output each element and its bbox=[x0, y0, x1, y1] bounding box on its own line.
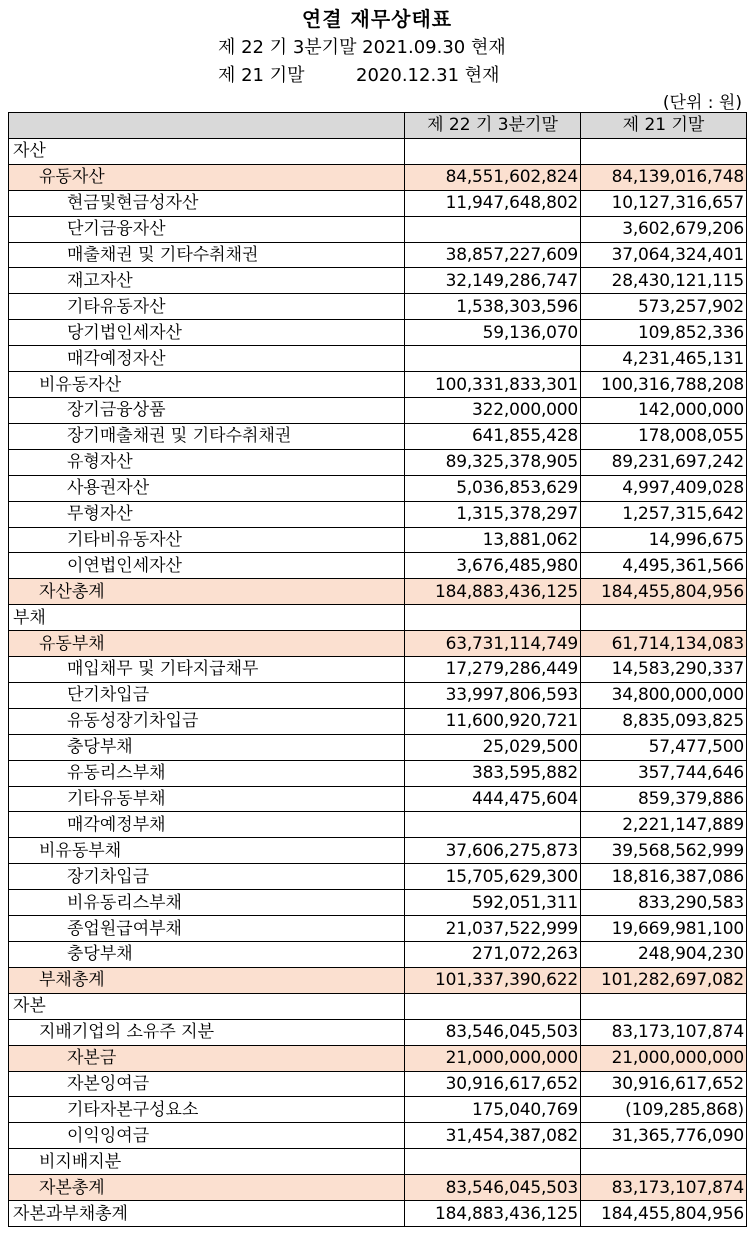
table-row bbox=[9, 372, 747, 398]
prior-period-value: 833,290,583 bbox=[581, 890, 747, 916]
table-row bbox=[9, 1097, 747, 1123]
row-label: 자산 bbox=[9, 138, 405, 164]
row-label: 재고자산 bbox=[9, 268, 405, 294]
row-label: 장기매출채권 및 기타수취채권 bbox=[9, 423, 405, 449]
prior-period-value: 101,282,697,082 bbox=[581, 967, 747, 993]
balance-sheet-table bbox=[8, 112, 747, 1227]
prior-period-value: (109,285,868) bbox=[581, 1097, 747, 1123]
row-label: 자본총계 bbox=[9, 1175, 405, 1201]
prior-period-value: 39,568,562,999 bbox=[581, 838, 747, 864]
current-period-value: 1,315,378,297 bbox=[405, 501, 581, 527]
current-period-value: 101,337,390,622 bbox=[405, 967, 581, 993]
table-row bbox=[9, 553, 747, 579]
row-label: 유동자산 bbox=[9, 164, 405, 190]
prior-period-value: 4,997,409,028 bbox=[581, 475, 747, 501]
current-period-value: 31,454,387,082 bbox=[405, 1123, 581, 1149]
row-label: 충당부채 bbox=[9, 942, 405, 968]
table-row bbox=[9, 786, 747, 812]
prior-period-value: 2,221,147,889 bbox=[581, 812, 747, 838]
current-period-value: 37,606,275,873 bbox=[405, 838, 581, 864]
prior-period-value: 89,231,697,242 bbox=[581, 449, 747, 475]
row-label: 유동리스부채 bbox=[9, 760, 405, 786]
prior-period-value: 84,139,016,748 bbox=[581, 164, 747, 190]
table-row bbox=[9, 1175, 747, 1201]
row-label: 유형자산 bbox=[9, 449, 405, 475]
row-label: 지배기업의 소유주 지분 bbox=[9, 1019, 405, 1045]
current-period-value: 641,855,428 bbox=[405, 423, 581, 449]
table-row bbox=[9, 579, 747, 605]
current-period-value: 63,731,114,749 bbox=[405, 631, 581, 657]
row-label: 자본 bbox=[9, 993, 405, 1019]
table-row bbox=[9, 1019, 747, 1045]
table-row bbox=[9, 708, 747, 734]
table-row bbox=[9, 631, 747, 657]
prior-period-value: 248,904,230 bbox=[581, 942, 747, 968]
prior-period-value: 14,996,675 bbox=[581, 527, 747, 553]
table-row bbox=[9, 993, 747, 1019]
prior-period-value: 57,477,500 bbox=[581, 734, 747, 760]
current-period-value bbox=[405, 605, 581, 631]
current-period-value: 184,883,436,125 bbox=[405, 579, 581, 605]
row-label: 이익잉여금 bbox=[9, 1123, 405, 1149]
table-row bbox=[9, 294, 747, 320]
prior-period-value: 31,365,776,090 bbox=[581, 1123, 747, 1149]
prior-period-value: 100,316,788,208 bbox=[581, 372, 747, 398]
table-row bbox=[9, 916, 747, 942]
prior-period-value: 19,669,981,100 bbox=[581, 916, 747, 942]
current-period-value: 30,916,617,652 bbox=[405, 1071, 581, 1097]
current-period-value bbox=[405, 1149, 581, 1175]
current-period-value: 89,325,378,905 bbox=[405, 449, 581, 475]
table-row bbox=[9, 190, 747, 216]
prior-period-value: 18,816,387,086 bbox=[581, 864, 747, 890]
table-row bbox=[9, 1123, 747, 1149]
current-period-value: 444,475,604 bbox=[405, 786, 581, 812]
header-label-column bbox=[9, 113, 405, 139]
prior-period-value: 859,379,886 bbox=[581, 786, 747, 812]
current-period-value: 184,883,436,125 bbox=[405, 1201, 581, 1227]
table-row bbox=[9, 475, 747, 501]
row-label: 기타비유동자산 bbox=[9, 527, 405, 553]
row-label: 단기차입금 bbox=[9, 682, 405, 708]
row-label: 단기금융자산 bbox=[9, 216, 405, 242]
row-label: 자산총계 bbox=[9, 579, 405, 605]
row-label: 장기차입금 bbox=[9, 864, 405, 890]
row-label: 유동성장기차입금 bbox=[9, 708, 405, 734]
row-label: 이연법인세자산 bbox=[9, 553, 405, 579]
prior-period-value: 573,257,902 bbox=[581, 294, 747, 320]
table-row bbox=[9, 967, 747, 993]
table-row bbox=[9, 346, 747, 372]
current-period-value: 59,136,070 bbox=[405, 320, 581, 346]
table-row bbox=[9, 605, 747, 631]
prior-period-value: 3,602,679,206 bbox=[581, 216, 747, 242]
table-row bbox=[9, 1201, 747, 1227]
row-label: 당기법인세자산 bbox=[9, 320, 405, 346]
prior-period-value: 357,744,646 bbox=[581, 760, 747, 786]
row-label: 비지배지분 bbox=[9, 1149, 405, 1175]
current-period-value: 11,600,920,721 bbox=[405, 708, 581, 734]
row-label: 비유동부채 bbox=[9, 838, 405, 864]
table-row bbox=[9, 838, 747, 864]
prior-period-value: 61,714,134,083 bbox=[581, 631, 747, 657]
row-label: 자본과부채총계 bbox=[9, 1201, 405, 1227]
row-label: 자본금 bbox=[9, 1045, 405, 1071]
prior-period-value: 142,000,000 bbox=[581, 397, 747, 423]
row-label: 현금및현금성자산 bbox=[9, 190, 405, 216]
prior-period-value: 184,455,804,956 bbox=[581, 579, 747, 605]
prior-period-value: 178,008,055 bbox=[581, 423, 747, 449]
prior-period-value: 109,852,336 bbox=[581, 320, 747, 346]
row-label: 매각예정자산 bbox=[9, 346, 405, 372]
table-row bbox=[9, 242, 747, 268]
current-period-value: 21,000,000,000 bbox=[405, 1045, 581, 1071]
table-row bbox=[9, 1045, 747, 1071]
prior-period-value: 21,000,000,000 bbox=[581, 1045, 747, 1071]
table-row bbox=[9, 812, 747, 838]
current-period-value: 15,705,629,300 bbox=[405, 864, 581, 890]
table-row bbox=[9, 397, 747, 423]
table-row bbox=[9, 864, 747, 890]
row-label: 비유동리스부채 bbox=[9, 890, 405, 916]
prior-period-value bbox=[581, 1149, 747, 1175]
current-period-value: 17,279,286,449 bbox=[405, 657, 581, 683]
table-row bbox=[9, 501, 747, 527]
row-label: 장기금융상품 bbox=[9, 397, 405, 423]
current-period-value: 1,538,303,596 bbox=[405, 294, 581, 320]
current-period-value bbox=[405, 216, 581, 242]
row-label: 매출채권 및 기타수취채권 bbox=[9, 242, 405, 268]
prior-period-value: 83,173,107,874 bbox=[581, 1175, 747, 1201]
unit-label: (단위 : 원) bbox=[662, 93, 742, 113]
current-period-value: 322,000,000 bbox=[405, 397, 581, 423]
prior-period-value: 34,800,000,000 bbox=[581, 682, 747, 708]
current-period-value: 38,857,227,609 bbox=[405, 242, 581, 268]
row-label: 부채 bbox=[9, 605, 405, 631]
table-row bbox=[9, 449, 747, 475]
table-row bbox=[9, 942, 747, 968]
prior-period-value: 28,430,121,115 bbox=[581, 268, 747, 294]
current-period-value bbox=[405, 993, 581, 1019]
row-label: 기타자본구성요소 bbox=[9, 1097, 405, 1123]
current-period-value: 33,997,806,593 bbox=[405, 682, 581, 708]
current-period-value: 383,595,882 bbox=[405, 760, 581, 786]
period-prior: 제 21 기말 2020.12.31 현재 bbox=[218, 65, 500, 86]
table-row bbox=[9, 164, 747, 190]
current-period-value bbox=[405, 138, 581, 164]
current-period-value: 175,040,769 bbox=[405, 1097, 581, 1123]
prior-period-value: 83,173,107,874 bbox=[581, 1019, 747, 1045]
current-period-value: 83,546,045,503 bbox=[405, 1175, 581, 1201]
current-period-value: 271,072,263 bbox=[405, 942, 581, 968]
table-row bbox=[9, 734, 747, 760]
prior-period-value: 4,495,361,566 bbox=[581, 553, 747, 579]
table-header-row bbox=[9, 113, 747, 139]
row-label: 자본잉여금 bbox=[9, 1071, 405, 1097]
prior-period-value: 30,916,617,652 bbox=[581, 1071, 747, 1097]
current-period-value bbox=[405, 346, 581, 372]
current-period-value: 32,149,286,747 bbox=[405, 268, 581, 294]
table-row bbox=[9, 527, 747, 553]
current-period-value: 84,551,602,824 bbox=[405, 164, 581, 190]
row-label: 기타유동부채 bbox=[9, 786, 405, 812]
table-row bbox=[9, 423, 747, 449]
table-row bbox=[9, 320, 747, 346]
table-row bbox=[9, 138, 747, 164]
table-row bbox=[9, 760, 747, 786]
prior-period-value: 10,127,316,657 bbox=[581, 190, 747, 216]
table-row bbox=[9, 268, 747, 294]
header-prior-period: 제 21 기말 bbox=[581, 113, 747, 139]
prior-period-value bbox=[581, 605, 747, 631]
statement-title: 연결 재무상태표 bbox=[301, 7, 453, 31]
prior-period-value: 37,064,324,401 bbox=[581, 242, 747, 268]
current-period-value: 5,036,853,629 bbox=[405, 475, 581, 501]
table-row bbox=[9, 890, 747, 916]
current-period-value: 13,881,062 bbox=[405, 527, 581, 553]
table-row bbox=[9, 1149, 747, 1175]
row-label: 비유동자산 bbox=[9, 372, 405, 398]
current-period-value: 592,051,311 bbox=[405, 890, 581, 916]
row-label: 종업원급여부채 bbox=[9, 916, 405, 942]
prior-period-value: 184,455,804,956 bbox=[581, 1201, 747, 1227]
row-label: 무형자산 bbox=[9, 501, 405, 527]
table-row bbox=[9, 216, 747, 242]
prior-period-value: 14,583,290,337 bbox=[581, 657, 747, 683]
row-label: 유동부채 bbox=[9, 631, 405, 657]
row-label: 매각예정부채 bbox=[9, 812, 405, 838]
prior-period-value bbox=[581, 138, 747, 164]
row-label: 부채총계 bbox=[9, 967, 405, 993]
current-period-value: 100,331,833,301 bbox=[405, 372, 581, 398]
row-label: 사용권자산 bbox=[9, 475, 405, 501]
table-row bbox=[9, 1071, 747, 1097]
current-period-value: 11,947,648,802 bbox=[405, 190, 581, 216]
prior-period-value: 1,257,315,642 bbox=[581, 501, 747, 527]
row-label: 기타유동자산 bbox=[9, 294, 405, 320]
header-current-period: 제 22 기 3분기말 bbox=[405, 113, 581, 139]
period-current: 제 22 기 3분기말 2021.09.30 현재 bbox=[218, 37, 506, 58]
prior-period-value bbox=[581, 993, 747, 1019]
table-row bbox=[9, 682, 747, 708]
current-period-value: 25,029,500 bbox=[405, 734, 581, 760]
row-label: 매입채무 및 기타지급채무 bbox=[9, 657, 405, 683]
row-label: 충당부채 bbox=[9, 734, 405, 760]
current-period-value bbox=[405, 812, 581, 838]
prior-period-value: 8,835,093,825 bbox=[581, 708, 747, 734]
prior-period-value: 4,231,465,131 bbox=[581, 346, 747, 372]
table-row bbox=[9, 657, 747, 683]
current-period-value: 3,676,485,980 bbox=[405, 553, 581, 579]
current-period-value: 83,546,045,503 bbox=[405, 1019, 581, 1045]
current-period-value: 21,037,522,999 bbox=[405, 916, 581, 942]
